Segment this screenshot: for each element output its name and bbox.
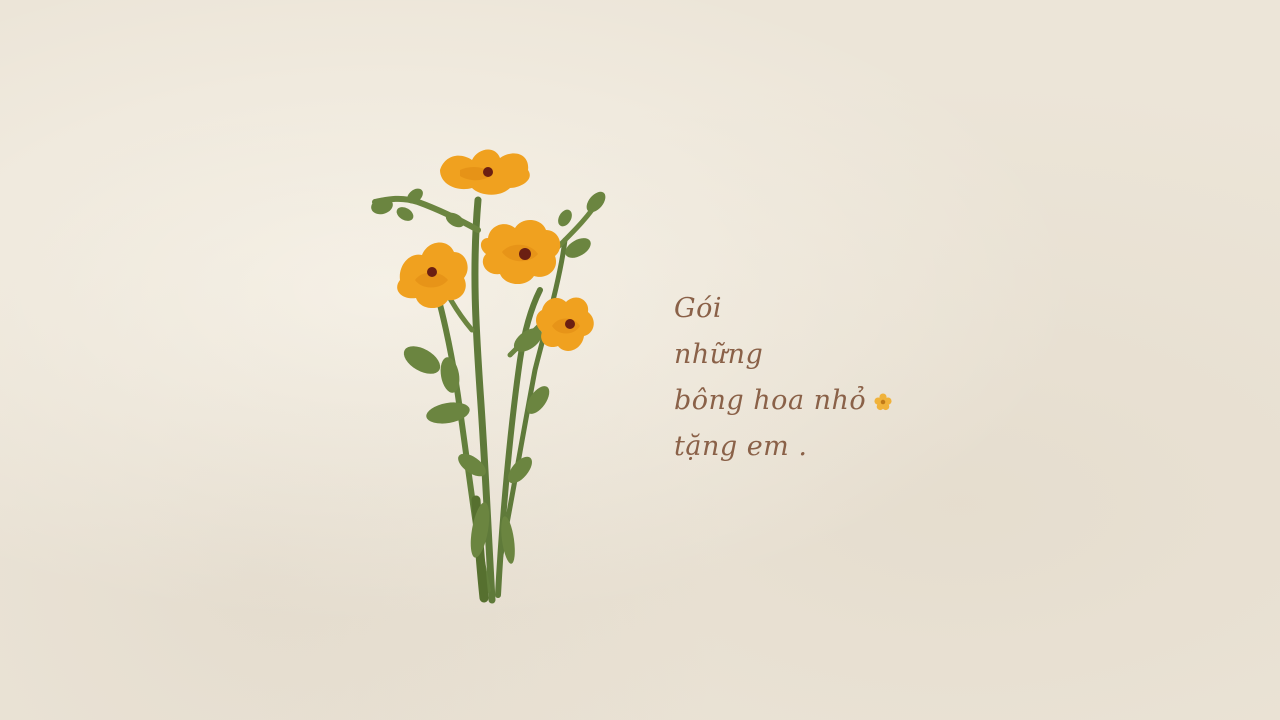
- poem-line-1: Gói: [674, 293, 722, 324]
- leaf: [399, 340, 445, 379]
- small-flower-icon: [874, 393, 892, 411]
- leaf: [555, 207, 574, 229]
- flower-bouquet-illustration: [360, 130, 630, 630]
- flower-left: [397, 243, 467, 309]
- flower-middle: [481, 220, 560, 284]
- leaf: [583, 188, 609, 215]
- poem-line-2: những: [674, 339, 764, 370]
- leaf: [394, 204, 416, 223]
- poem: [674, 286, 904, 470]
- flower-top: [440, 150, 530, 195]
- poem-line-4: tặng em .: [674, 431, 808, 462]
- flower-right: [536, 297, 594, 350]
- poem-line-3-wrapper: [674, 378, 904, 424]
- poem-line-3: bông hoa nhỏ: [674, 385, 867, 416]
